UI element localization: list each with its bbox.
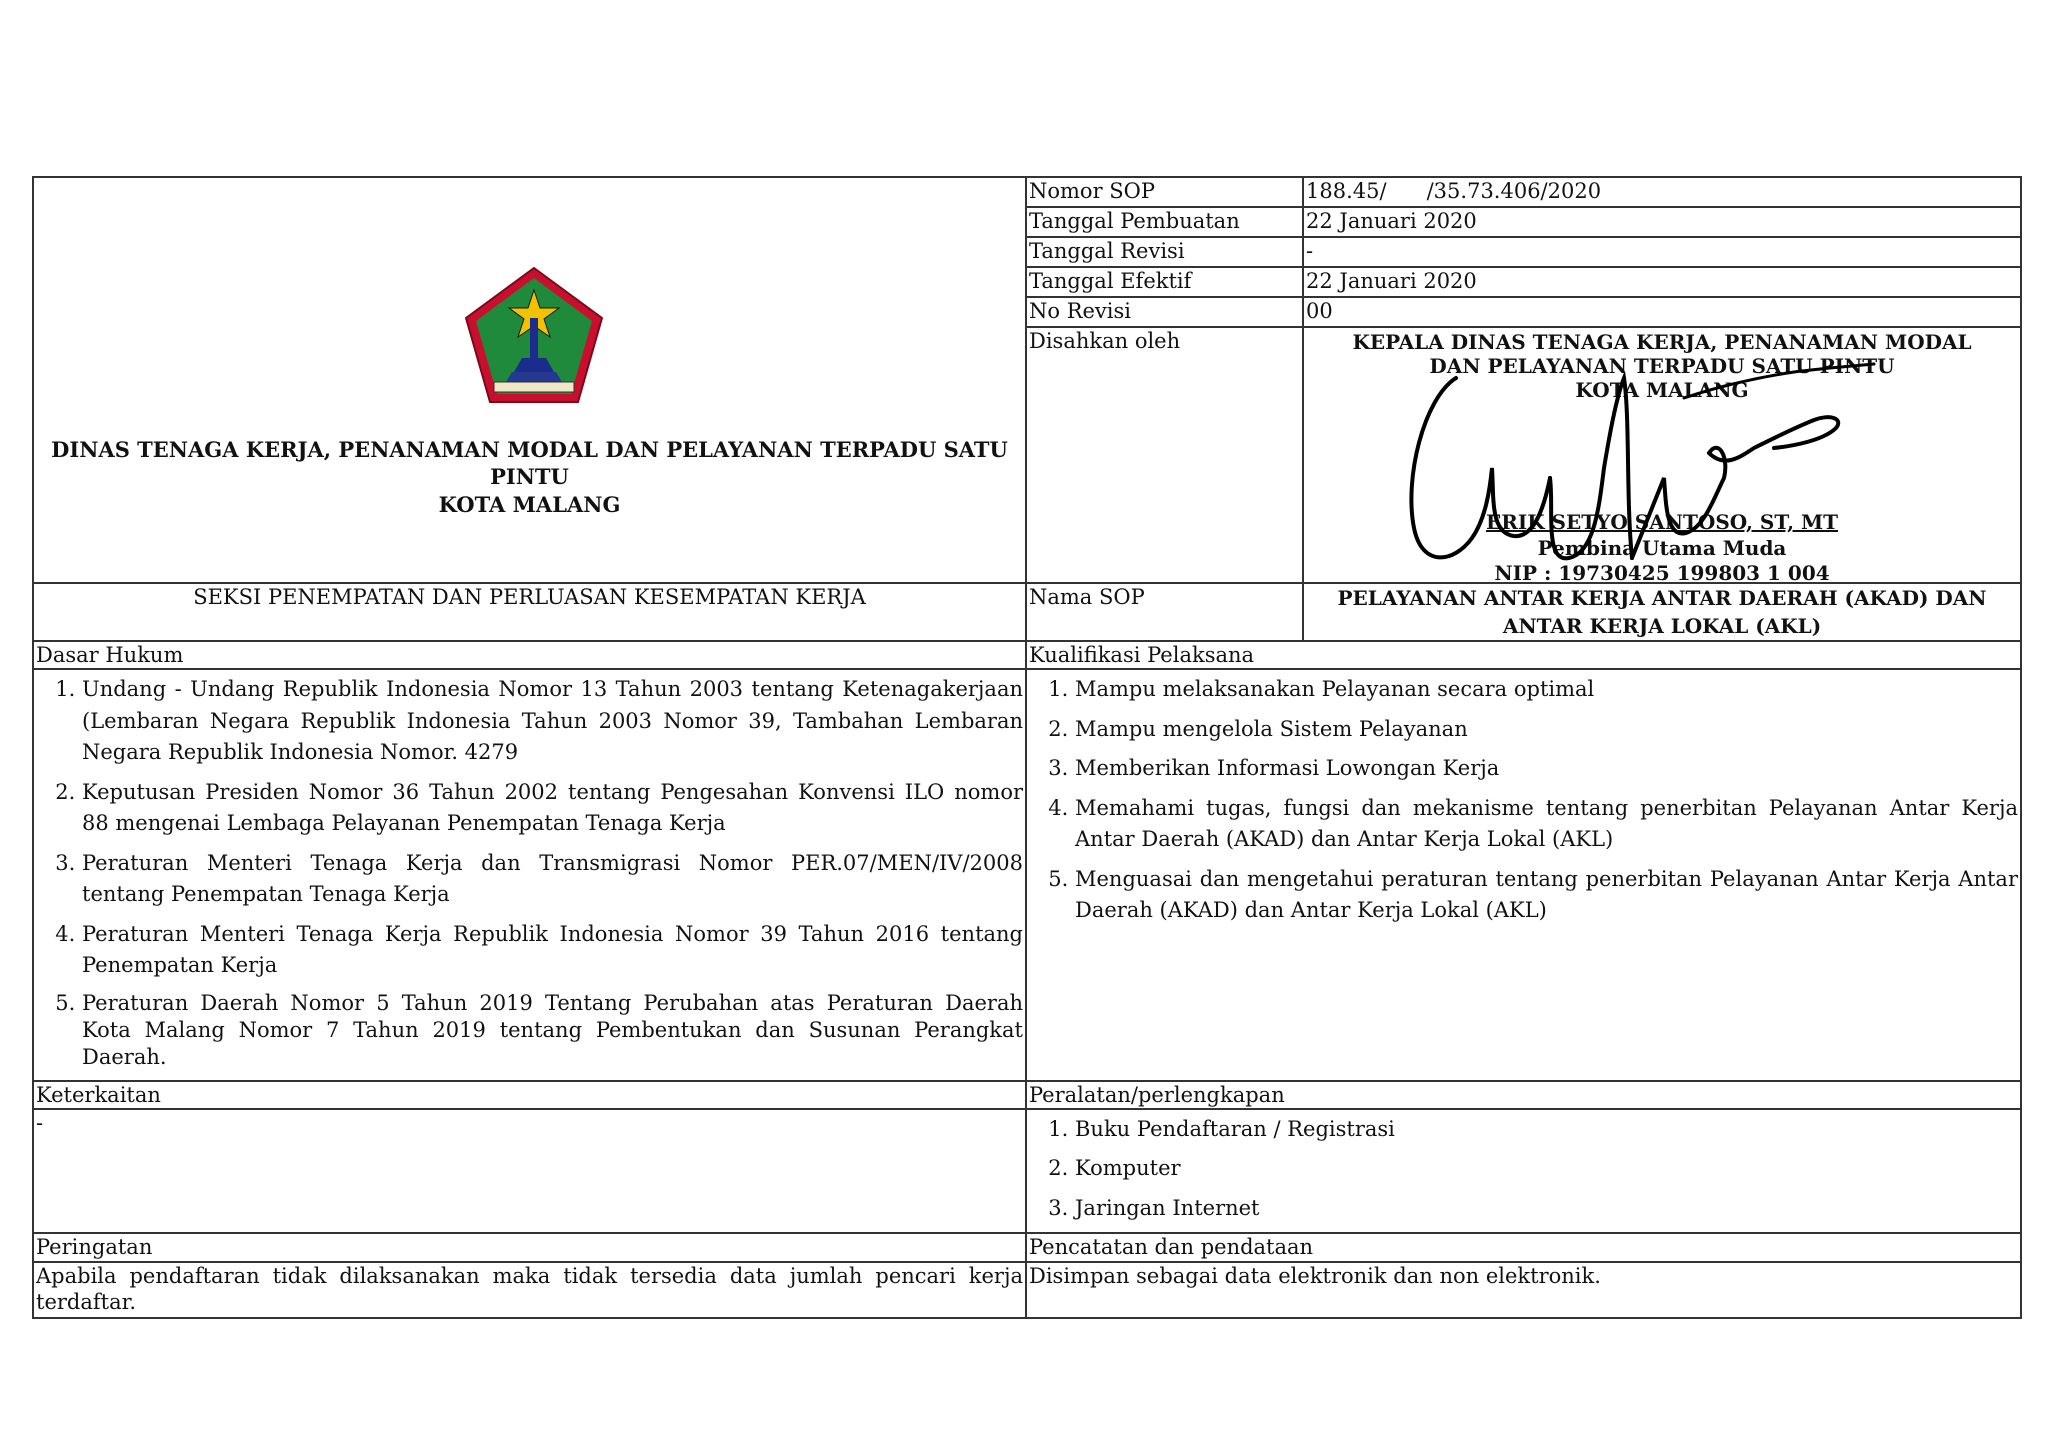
approver-title-line2: DAN PELAYANAN TERPADU SATU PINTU xyxy=(1429,354,1895,378)
meta-label-tanggal-efektif: Tanggal Efektif xyxy=(1026,267,1303,297)
approver-title-line1: KEPALA DINAS TENAGA KERJA, PENANAMAN MODAL xyxy=(1352,330,1972,354)
approver-title-line3: KOTA MALANG xyxy=(1575,378,1749,402)
list-item: 5. Menguasai dan mengetahui peraturan tentang penerbitan Pelayanan Antar Kerja Antar Daerah (AKAD) dan Antar Kerja Lokal (AKL) xyxy=(1075,864,2018,927)
sop-table xyxy=(32,176,2022,1319)
meta-value-tanggal-revisi: - xyxy=(1303,237,2021,267)
legal-basis-cell xyxy=(33,669,1026,1080)
recording-value: Disimpan sebagai data elektronik dan non elektronik. xyxy=(1026,1262,2021,1318)
equipment-cell xyxy=(1026,1109,2021,1234)
sop-name xyxy=(1303,583,2021,641)
equipment-list xyxy=(1029,1114,2018,1225)
list-item: 3. Memberikan Informasi Lowongan Kerja xyxy=(1075,753,2018,785)
city-emblem-logo xyxy=(458,262,610,410)
sop-name-label: Nama SOP xyxy=(1026,583,1303,641)
agency-header-cell xyxy=(33,177,1026,583)
approver-identity xyxy=(1304,510,2020,587)
agency-name-line1: DINAS TENAGA KERJA, PENANAMAN MODAL DAN PELAYANAN TERPADU SATU PINTU xyxy=(51,437,1008,490)
approver-nip: NIP : 19730425 199803 1 004 xyxy=(1494,561,1830,586)
agency-name xyxy=(34,436,1025,518)
list-item: 4. Memahami tugas, fungsi dan mekanisme tentang penerbitan Pelayanan Antar Kerja Antar Daerah (AKAD) dan Antar Kerja Lokal (AKL) xyxy=(1075,793,2018,856)
sop-document xyxy=(32,176,2020,1314)
meta-value-tanggal-efektif: 22 Januari 2020 xyxy=(1303,267,2021,297)
approver-title xyxy=(1306,330,2018,402)
list-item: 1. Buku Pendaftaran / Registrasi xyxy=(1075,1114,2018,1146)
meta-value-nomor-sop: 188.45/ /35.73.406/2020 xyxy=(1303,177,2021,207)
list-item: 1. Mampu melaksanakan Pelayanan secara optimal xyxy=(1075,674,2018,706)
list-item: 2. Komputer xyxy=(1075,1153,2018,1185)
meta-label-no-revisi: No Revisi xyxy=(1026,297,1303,327)
list-item: 2. Mampu mengelola Sistem Pelayanan xyxy=(1075,714,2018,746)
list-item: 2. Keputusan Presiden Nomor 36 Tahun 2002 tentang Pengesahan Konvensi ILO nomor 88 mengenai Lembaga Pelayanan Penempatan Tenaga Kerja xyxy=(82,777,1023,840)
section-name: SEKSI PENEMPATAN DAN PERLUASAN KESEMPATAN KERJA xyxy=(33,583,1026,641)
equipment-heading: Peralatan/perlengkapan xyxy=(1026,1081,2021,1109)
meta-value-no-revisi: 00 xyxy=(1303,297,2021,327)
list-item: 3. Jaringan Internet xyxy=(1075,1193,2018,1225)
relations-value: - xyxy=(33,1109,1026,1234)
approval-cell xyxy=(1303,327,2021,586)
list-item: 1. Undang - Undang Republik Indonesia Nomor 13 Tahun 2003 tentang Ketenagakerjaan (Lembaran Negara Republik Indonesia Tahun 2003 Nomor 39, Tambahan Lembaran Negara Republik Indonesia Nomor. 4279 xyxy=(82,674,1023,769)
qualifications-cell xyxy=(1026,669,2021,1080)
sop-name-line1: PELAYANAN ANTAR KERJA ANTAR DAERAH (AKAD) DAN xyxy=(1337,586,1987,610)
legal-basis-heading: Dasar Hukum xyxy=(33,641,1026,669)
agency-name-line2: KOTA MALANG xyxy=(438,491,621,517)
sop-name-line2: ANTAR KERJA LOKAL (AKL) xyxy=(1502,614,1822,638)
approver-rank: Pembina Utama Muda xyxy=(1537,535,1787,560)
legal-basis-list xyxy=(36,674,1023,1071)
approver-name: ERIK SETYO SANTOSO, ST, MT xyxy=(1485,510,1839,534)
qualifications-heading: Kualifikasi Pelaksana xyxy=(1026,641,2021,669)
relations-heading: Keterkaitan xyxy=(33,1081,1026,1109)
warning-value: Apabila pendaftaran tidak dilaksanakan maka tidak tersedia data jumlah pencari kerja terdaftar. xyxy=(33,1262,1026,1318)
list-item: 4. Peraturan Menteri Tenaga Kerja Republik Indonesia Nomor 39 Tahun 2016 tentang Penempatan Kerja xyxy=(82,919,1023,982)
list-item: 5. Peraturan Daerah Nomor 5 Tahun 2019 Tentang Perubahan atas Peraturan Daerah Kota Malang Nomor 7 Tahun 2019 tentang Pembentukan dan Susunan Perangkat Daerah. xyxy=(82,990,1023,1072)
list-item: 3. Peraturan Menteri Tenaga Kerja dan Transmigrasi Nomor PER.07/MEN/IV/2008 tentang Penempatan Tenaga Kerja xyxy=(82,848,1023,911)
recording-heading: Pencatatan dan pendataan xyxy=(1026,1233,2021,1261)
meta-label-nomor-sop: Nomor SOP xyxy=(1026,177,1303,207)
meta-label-tanggal-pembuatan: Tanggal Pembuatan xyxy=(1026,207,1303,237)
qualifications-list xyxy=(1029,674,2018,927)
approval-label: Disahkan oleh xyxy=(1026,327,1303,583)
meta-label-tanggal-revisi: Tanggal Revisi xyxy=(1026,237,1303,267)
meta-value-tanggal-pembuatan: 22 Januari 2020 xyxy=(1303,207,2021,237)
warning-heading: Peringatan xyxy=(33,1233,1026,1261)
